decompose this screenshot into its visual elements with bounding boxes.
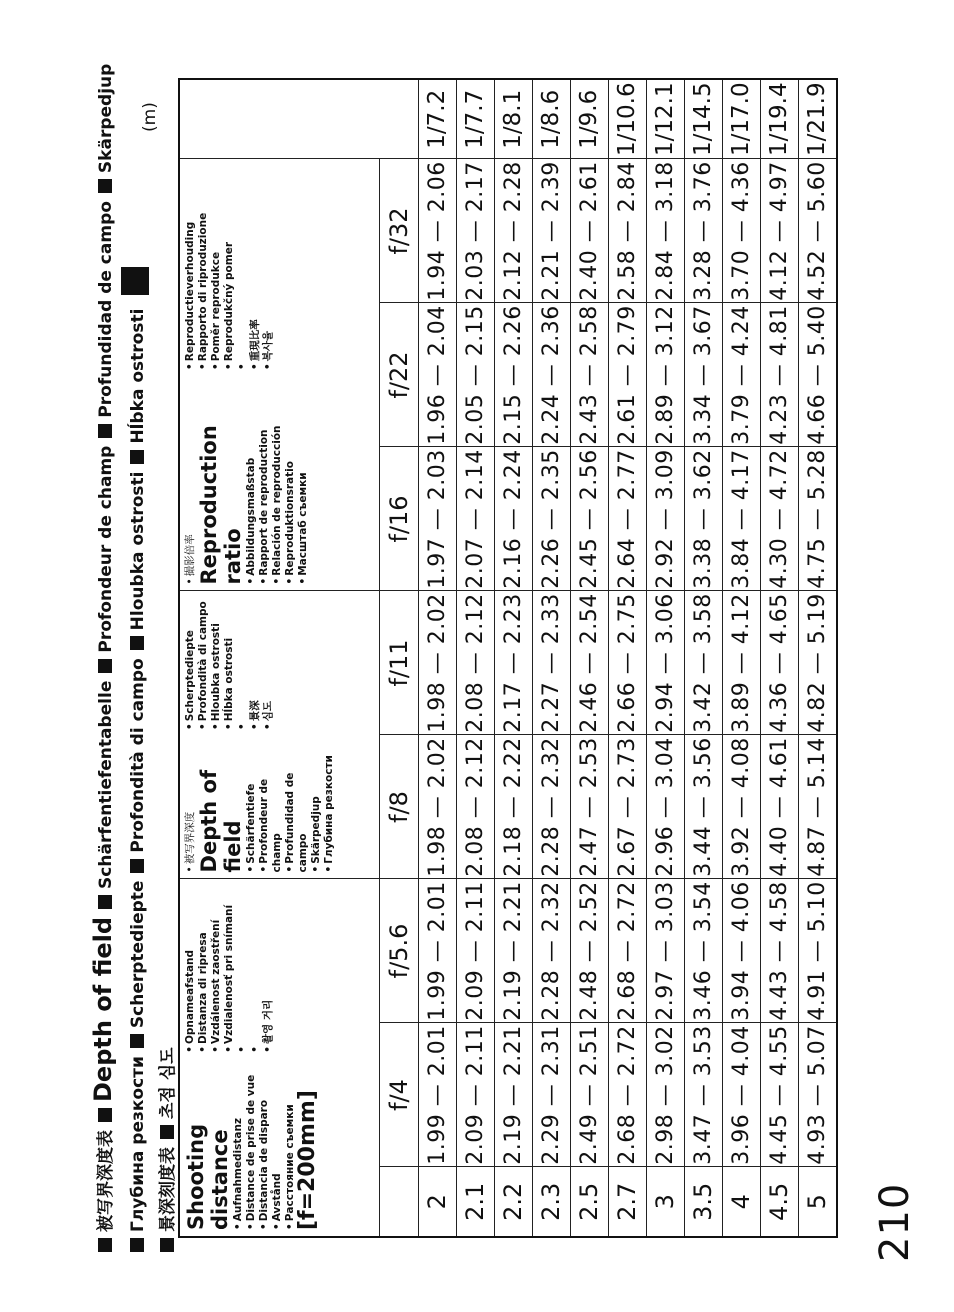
dof-range-cell: 3.79 — 4.24: [722, 303, 760, 447]
translation-item: • Abbildungsmaßstab: [245, 380, 258, 585]
title-text: 被写界深度表: [96, 1130, 116, 1232]
dof-range-cell: 2.21 — 2.39: [532, 159, 570, 303]
dof-range-cell: 1.99 — 2.01: [418, 1023, 456, 1167]
title-block: [88, 63, 183, 1252]
dof-title: Depth of field: [197, 769, 245, 873]
reproduction-ratio-header: [179, 159, 379, 591]
title-text: Profundidad de campo: [96, 201, 116, 418]
translation-item: • Poměr reprodukce: [210, 165, 223, 370]
translation-item: [236, 165, 249, 370]
dof-range-cell: 2.19 — 2.21: [494, 879, 532, 1023]
translation-item: • Reproductieverhouding: [184, 165, 197, 370]
ratio-cell: 1/21.9: [798, 79, 837, 159]
distance-cell: 2.3: [532, 1167, 570, 1237]
dof-range-cell: 4.87 — 5.14: [798, 735, 837, 879]
translation-item: • Rapporto di riproduzione: [197, 165, 210, 370]
translation-item: • Relación de reproducción: [271, 380, 284, 585]
dof-range-cell: 2.26 — 2.35: [532, 447, 570, 591]
translation-item: • Rapport de reproduction: [258, 380, 271, 585]
dof-range-cell: 2.12 — 2.28: [494, 159, 532, 303]
page-number: 210: [872, 1182, 918, 1262]
translation-item: • Hloubka ostrosti: [210, 597, 223, 730]
translation-item: • Profondeur de champ: [258, 740, 284, 873]
dof-range-cell: 2.58 — 2.84: [608, 159, 646, 303]
dof-range-cell: 3.96 — 4.04: [722, 1023, 760, 1167]
title-text: Profondeur de champ: [96, 445, 116, 653]
table-row: [798, 79, 837, 1237]
shooting-distance-header: [179, 879, 379, 1237]
dof-range-cell: 2.07 — 2.14: [456, 447, 494, 591]
distance-cell: 5: [798, 1167, 837, 1237]
dof-range-cell: 2.29 — 2.31: [532, 1023, 570, 1167]
ratio-cell: 1/8.1: [494, 79, 532, 159]
translation-item: • Hĺbka ostrosti: [223, 597, 236, 730]
aperture-header: f/8: [379, 735, 418, 879]
dof-range-cell: 3.92 — 4.08: [722, 735, 760, 879]
dof-range-cell: 2.96 — 3.04: [646, 735, 684, 879]
dof-range-cell: 2.46 — 2.54: [570, 591, 608, 735]
dof-range-cell: 3.44 — 3.56: [684, 735, 722, 879]
ratio-cell: 1/12.1: [646, 79, 684, 159]
dof-range-cell: 2.09 — 2.11: [456, 879, 494, 1023]
bullet-square-icon: [160, 1125, 174, 1139]
table-row: [646, 79, 684, 1237]
distance-cell: 3: [646, 1167, 684, 1237]
dof-range-cell: 2.67 — 2.73: [608, 735, 646, 879]
aperture-header: f/11: [379, 591, 418, 735]
aperture-header: f/5.6: [379, 879, 418, 1023]
bullet-square-icon: [98, 179, 112, 193]
dof-range-cell: 3.47 — 3.53: [684, 1023, 722, 1167]
ratio-cell: 1/14.5: [684, 79, 722, 159]
translation-item: • Profundidad de campo: [284, 740, 310, 873]
dof-range-cell: 2.66 — 2.75: [608, 591, 646, 735]
dof-range-cell: 2.28 — 2.32: [532, 879, 570, 1023]
dof-range-cell: 3.84 — 4.17: [722, 447, 760, 591]
bullet-square-icon: [130, 450, 144, 464]
dof-range-cell: 2.49 — 2.51: [570, 1023, 608, 1167]
translation-item: [249, 885, 262, 1052]
dof-range-cell: 1.98 — 2.02: [418, 591, 456, 735]
dof-range-cell: 4.36 — 4.65: [760, 591, 798, 735]
translation-item: • Reproduktionsratio: [284, 380, 297, 585]
dof-range-cell: 2.98 — 3.02: [646, 1023, 684, 1167]
dof-range-cell: 2.94 — 3.06: [646, 591, 684, 735]
rr-pre: • 撮影倍率: [184, 380, 197, 585]
dof-range-cell: 3.94 — 4.06: [722, 879, 760, 1023]
dof-range-cell: 2.68 — 2.72: [608, 879, 646, 1023]
translation-item: • Vzdialenosť pri snímaní: [223, 885, 236, 1052]
dof-range-cell: 2.08 — 2.12: [456, 591, 494, 735]
title-line-1: [88, 63, 121, 1252]
dof-range-cell: 2.97 — 3.03: [646, 879, 684, 1023]
translation-item: • 重現比率: [249, 165, 262, 370]
dof-range-cell: 4.75 — 5.28: [798, 447, 837, 591]
dof-range-cell: 4.45 — 4.55: [760, 1023, 798, 1167]
rr-title: Reproduction ratio: [197, 425, 245, 585]
title-text: Profondità di campo: [128, 658, 148, 853]
dof-range-cell: 1.99 — 2.01: [418, 879, 456, 1023]
dof-range-cell: 2.61 — 2.79: [608, 303, 646, 447]
dof-range-cell: 3.38 — 3.62: [684, 447, 722, 591]
focal-length-label: [f=200mm]: [295, 1090, 320, 1230]
dof-range-cell: 4.40 — 4.61: [760, 735, 798, 879]
translation-item: • Масштаб съемки: [297, 380, 310, 585]
translation-item: • Глубина резкости: [323, 740, 336, 873]
distance-cell: 4.5: [760, 1167, 798, 1237]
dof-range-cell: 2.40 — 2.61: [570, 159, 608, 303]
distance-cell: 2.7: [608, 1167, 646, 1237]
ratio-cell: 1/10.6: [608, 79, 646, 159]
translation-item: • Distanza di ripresa: [197, 885, 210, 1052]
bullet-square-icon: [130, 1034, 144, 1048]
dof-range-cell: 2.92 — 3.09: [646, 447, 684, 591]
dof-range-cell: 1.98 — 2.02: [418, 735, 456, 879]
bullet-square-icon: [98, 1238, 112, 1252]
table-row: [760, 79, 798, 1237]
translation-item: • Schärfentiefe: [245, 740, 258, 873]
bullet-square-icon: [130, 636, 144, 650]
bullet-square-icon: [160, 1238, 174, 1252]
dof-range-cell: 4.12 — 4.97: [760, 159, 798, 303]
title-text: Scherptediepte: [128, 880, 148, 1029]
translation-item: [236, 885, 249, 1052]
dof-range-cell: 4.82 — 5.19: [798, 591, 837, 735]
dof-range-cell: 3.46 — 3.54: [684, 879, 722, 1023]
bullet-square-icon: [98, 424, 112, 438]
dof-range-cell: 4.30 — 4.72: [760, 447, 798, 591]
dof-range-cell: 2.47 — 2.53: [570, 735, 608, 879]
translation-item: • Vzdálenost zaostření: [210, 885, 223, 1052]
ratio-header-blank: [179, 79, 418, 159]
dof-range-cell: 2.27 — 2.33: [532, 591, 570, 735]
distance-cell: 2.1: [456, 1167, 494, 1237]
dof-range-cell: 4.93 — 5.07: [798, 1023, 837, 1167]
distance-cell: 2.5: [570, 1167, 608, 1237]
shooting-distance-title: Shooting distance: [184, 1123, 232, 1230]
dof-range-cell: 2.08 — 2.12: [456, 735, 494, 879]
dof-range-cell: 2.68 — 2.72: [608, 1023, 646, 1167]
unit-label: (m): [140, 102, 160, 132]
dof-pre: • 被写界深度: [184, 740, 197, 873]
title-line-2: [121, 92, 153, 1252]
dof-range-cell: 3.89 — 4.12: [722, 591, 760, 735]
dof-range-cell: 2.16 — 2.24: [494, 447, 532, 591]
dof-range-cell: 2.09 — 2.11: [456, 1023, 494, 1167]
dof-range-cell: 4.66 — 5.40: [798, 303, 837, 447]
dof-range-cell: 2.48 — 2.52: [570, 879, 608, 1023]
black-square-mark: [121, 267, 149, 295]
dof-range-cell: 3.42 — 3.58: [684, 591, 722, 735]
translation-item: • Skärpedjup: [310, 740, 323, 873]
corner-blank: [379, 1167, 418, 1237]
title-text: Глубина резкости: [128, 1056, 148, 1232]
table-row: [418, 79, 456, 1237]
title-text: Skärpedjup: [96, 63, 116, 174]
dof-range-cell: 2.64 — 2.77: [608, 447, 646, 591]
dof-range-cell: 4.91 — 5.10: [798, 879, 837, 1023]
dof-range-cell: 2.24 — 2.36: [532, 303, 570, 447]
table-row: [494, 79, 532, 1237]
table-row: [456, 79, 494, 1237]
dof-range-cell: 2.03 — 2.17: [456, 159, 494, 303]
dof-range-cell: 2.45 — 2.56: [570, 447, 608, 591]
dof-range-cell: 2.05 — 2.15: [456, 303, 494, 447]
dof-range-cell: 2.43 — 2.58: [570, 303, 608, 447]
aperture-header: f/16: [379, 447, 418, 591]
dof-range-cell: 4.52 — 5.60: [798, 159, 837, 303]
title-text: 景深刻度表: [158, 1147, 178, 1232]
aperture-header: f/22: [379, 303, 418, 447]
aperture-header: f/32: [379, 159, 418, 303]
translation-item: • 景深: [249, 597, 262, 730]
bullet-square-icon: [98, 659, 112, 673]
dof-range-cell: 2.18 — 2.22: [494, 735, 532, 879]
dof-range-cell: 3.28 — 3.76: [684, 159, 722, 303]
translation-item: • Avstånd: [271, 1063, 284, 1230]
dof-range-cell: 1.97 — 2.03: [418, 447, 456, 591]
translation-item: • Profondità di campo: [197, 597, 210, 730]
distance-cell: 3.5: [684, 1167, 722, 1237]
ratio-cell: 1/17.0: [722, 79, 760, 159]
aperture-header: f/4: [379, 1023, 418, 1167]
ratio-cell: 1/9.6: [570, 79, 608, 159]
translation-item: • Distance de prise de vue: [245, 1063, 258, 1230]
table-row: [532, 79, 570, 1237]
title-text: Depth of field: [89, 916, 117, 1102]
ratio-cell: 1/8.6: [532, 79, 570, 159]
ratio-cell: 1/7.7: [456, 79, 494, 159]
bullet-square-icon: [130, 859, 144, 873]
dof-range-cell: 1.96 — 2.04: [418, 303, 456, 447]
dof-range-cell: 2.19 — 2.21: [494, 1023, 532, 1167]
title-text: 초점 심도: [158, 1047, 178, 1119]
dof-range-cell: 2.15 — 2.26: [494, 303, 532, 447]
bullet-square-icon: [130, 1238, 144, 1252]
translation-item: • 복사율: [262, 165, 275, 370]
distance-cell: 2.2: [494, 1167, 532, 1237]
title-text: Schärfentiefentabelle: [96, 680, 116, 889]
distance-cell: 4: [722, 1167, 760, 1237]
bullet-square-icon: [98, 1108, 112, 1122]
dof-range-cell: 2.28 — 2.32: [532, 735, 570, 879]
ratio-cell: 1/19.4: [760, 79, 798, 159]
translation-item: • Reprodukčný pomer: [223, 165, 236, 370]
translation-item: • Distancia de disparo: [258, 1063, 271, 1230]
ratio-cell: 1/7.2: [418, 79, 456, 159]
title-text: Hĺbka ostrosti: [128, 308, 148, 444]
translation-item: • 심도: [262, 597, 275, 730]
table-row: [684, 79, 722, 1237]
table-row: [570, 79, 608, 1237]
translation-item: • Расстояние съемки: [284, 1063, 297, 1230]
translation-item: [236, 597, 249, 730]
translation-item: • 촬영 거리: [262, 885, 275, 1052]
translation-item: • Aufnahmedistanz: [232, 1063, 245, 1230]
table-row: [722, 79, 760, 1237]
title-text: Hloubka ostrosti: [128, 471, 148, 631]
dof-range-cell: 4.23 — 4.81: [760, 303, 798, 447]
dof-range-cell: 1.94 — 2.06: [418, 159, 456, 303]
table-row: [608, 79, 646, 1237]
dof-range-cell: 3.34 — 3.67: [684, 303, 722, 447]
dof-range-cell: 4.43 — 4.58: [760, 879, 798, 1023]
translation-item: • Opnameafstand: [184, 885, 197, 1052]
depth-of-field-header: [179, 591, 379, 879]
dof-range-cell: 2.17 — 2.23: [494, 591, 532, 735]
translation-item: • Scherptediepte: [184, 597, 197, 730]
dof-range-cell: 3.70 — 4.36: [722, 159, 760, 303]
dof-range-cell: 2.89 — 3.12: [646, 303, 684, 447]
bullet-square-icon: [98, 895, 112, 909]
dof-range-cell: 2.84 — 3.18: [646, 159, 684, 303]
distance-cell: 2: [418, 1167, 456, 1237]
depth-of-field-table: [178, 78, 838, 1238]
